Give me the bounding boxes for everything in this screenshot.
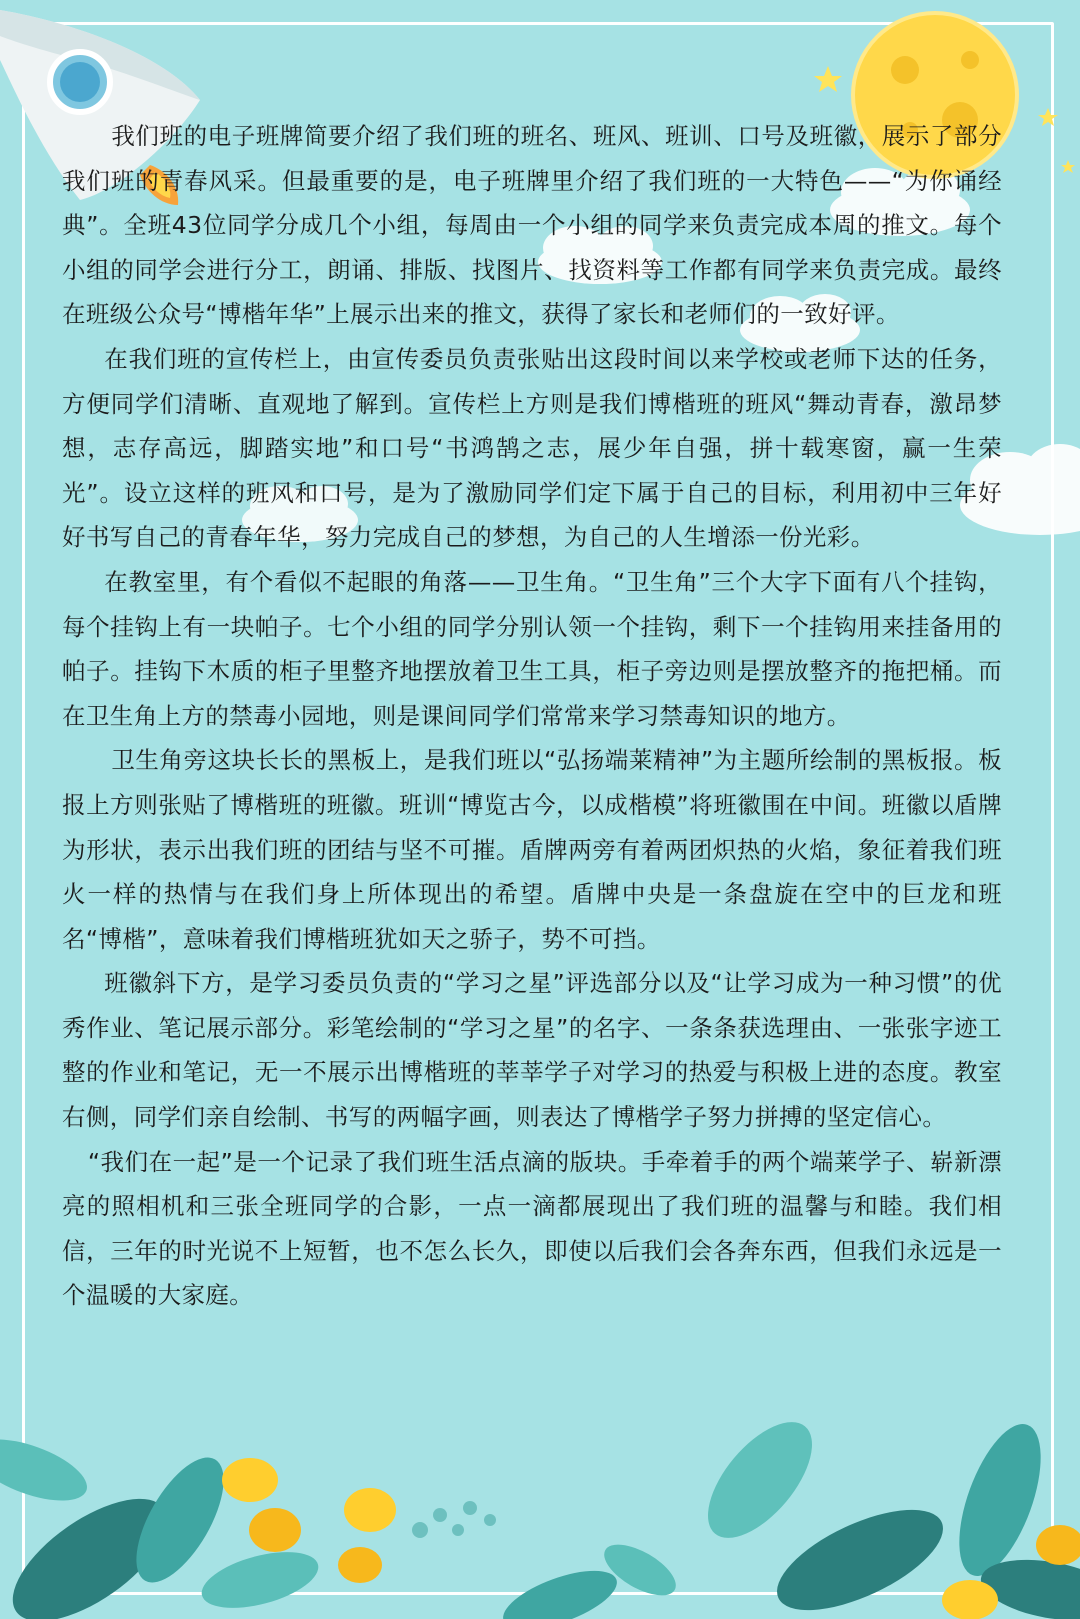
paragraph-hygiene-corner: 在教室里，有个看似不起眼的角落——卫生角。“卫生角”三个大字下面有八个挂钩，每个挂钩上有一块帕子。七个小组的同学分别认领一个挂钩，剩下一个挂钩用来挂备用的帕子。挂钩下木质的柜子里整齐地摆放着卫生工具，柜子旁边则是摆放整齐的拖把桶。而在卫生角上方的禁毒小园地，则是课间同学们常常来学习禁毒知识的地方。	[62, 567, 1002, 730]
flower-icon	[222, 1458, 1080, 1619]
paragraph-study-star: 班徽斜下方，是学习委员负责的“学习之星”评选部分以及“让学习成为一种习惯”的优秀作业、笔记展示部分。彩笔绘制的“学习之星”的名字、一条条获选理由、一张张字迹工整的作业和笔记，无一不展示出博楷班的莘莘学子对学习的热爱与积极上进的态度。教室右侧，同学们亲自绘制、书写的两幅字画，则表达了博楷学子努力拼搏的坚定信心。	[62, 969, 1003, 1132]
paragraph-class-board: 我们班的电子班牌简要介绍了我们班的班名、班风、班训、口号及班徽，展示了部分我们班的青春风采。但最重要的是，电子班牌里介绍了我们班的一大特色——“为你诵经典”。全班43位同学分成几个小组，每周由一个小组的同学来负责完成本周的推文。每个小组的同学会进行分工，朗诵、排版、找图片、找资料等工作都有同学来负责完成。最终在班级公众号“博楷年华”上展示出来的推文，获得了家长和老师们的一致好评。	[62, 122, 1002, 329]
leaf-icon	[412, 1501, 496, 1538]
article-body	[62, 114, 1002, 1318]
leaf-icon	[0, 1405, 1080, 1619]
paragraph-together: “我们在一起”是一个记录了我们班生活点滴的版块。手牵着手的两个端莱学子、崭新漂亮的照相机和三张全班同学的合影，一点一滴都展现出了我们班的温馨与和睦。我们相信，三年的时光说不上短暂，也不怎么长久，即使以后我们会各奔东西，但我们永远是一个温暖的大家庭。	[62, 1147, 1002, 1310]
paragraph-blackboard: 卫生角旁这块长长的黑板上，是我们班以“弘扬端莱精神”为主题所绘制的黑板报。板报上方则张贴了博楷班的班徽。班训“博览古今，以成楷模”将班徽围在中间。班徽以盾牌为形状，表示出我们班的团结与坚不可摧。盾牌两旁有着两团炽热的火焰，象征着我们班火一样的热情与在我们身上所体现出的希望。盾牌中央是一条盘旋在空中的巨龙和班名“博楷”，意味着我们博楷班犹如天之骄子，势不可挡。	[62, 746, 1002, 953]
paragraph-bulletin-board: 在我们班的宣传栏上，由宣传委员负责张贴出这段时间以来学校或老师下达的任务，方便同学们清晰、直观地了解到。宣传栏上方则是我们博楷班的班风“舞动青春，激昂梦想，志存高远，脚踏实地”和口号“书鸿鹄之志，展少年自强，拼十载寒窗，赢一生荣光”。设立这样的班风和口号，是为了激励同学们定下属于自己的目标，利用初中三年好好书写自己的青春年华，努力完成自己的梦想，为自己的人生增添一份光彩。	[62, 344, 1002, 552]
